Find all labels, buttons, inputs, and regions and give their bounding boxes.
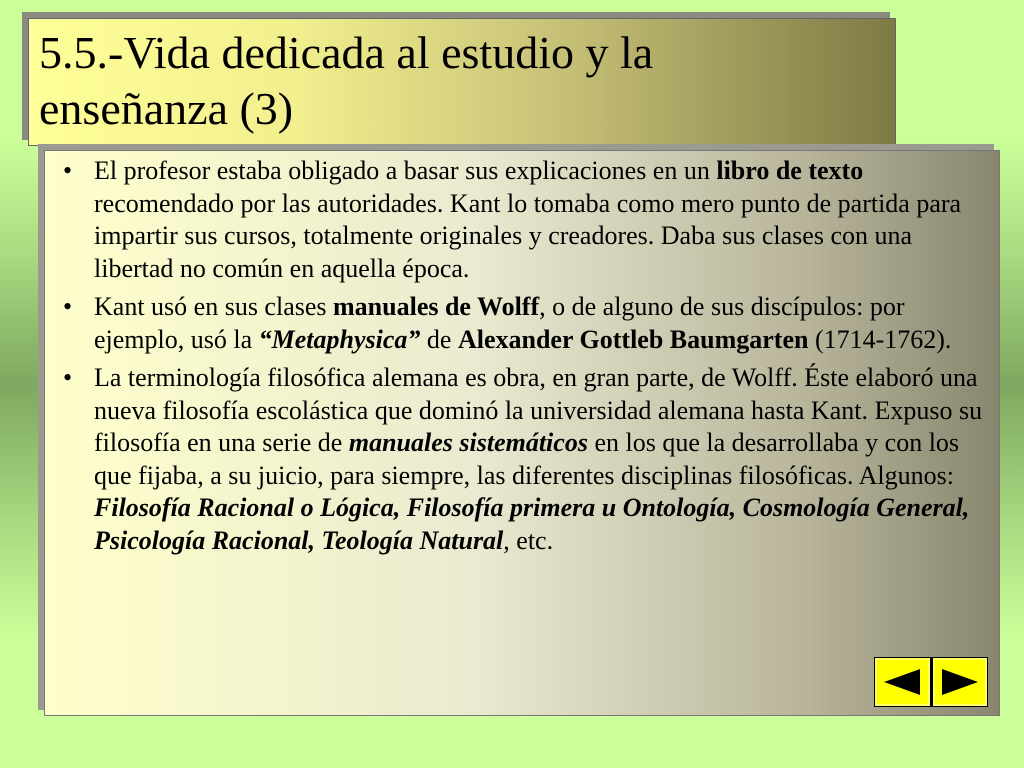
slide-title-line-1: 5.5.-Vida dedicada al estudio y la — [39, 27, 654, 78]
bullet-dot-icon: • — [63, 292, 73, 321]
bullet-3-segment-3: en los que la desarrollaba y con los que fijaba, a su juicio, para siempre, las diferentes disciplinas filosóficas. Algunos: — [94, 428, 960, 490]
slide-title-box — [28, 18, 896, 146]
triangle-right-icon — [940, 667, 980, 697]
bullet-3-segment-2: manuales sistemáticos — [348, 428, 588, 457]
bullet-2-segment-6: Alexander Gottleb Baumgarten — [457, 324, 809, 354]
slide-title — [39, 25, 885, 137]
slide-navigation — [874, 657, 988, 707]
bullet-3-segment-5: , etc. — [503, 525, 554, 555]
bullet-dot-icon: • — [63, 156, 73, 185]
bullet-2-segment-5: de — [420, 324, 458, 354]
bullet-2-segment-3: , o de alguno de sus discípulos: por ejemplo, usó la — [94, 292, 905, 354]
next-slide-button[interactable] — [933, 658, 988, 706]
bullet-2-segment-4: “Metaphysica” — [258, 324, 421, 354]
triangle-left-icon — [882, 667, 922, 697]
bullet-2-segment-2: manuales de Wolff — [333, 292, 540, 321]
slide-body-box — [44, 150, 1000, 716]
bullet-2-segment-7: (1714-1762). — [808, 324, 952, 354]
bullet-text — [94, 156, 961, 283]
bullet-1-segment-1: El profesor estaba obligado a basar sus explicaciones en un — [94, 156, 717, 185]
bullet-3-segment-1: La terminología filosófica alemana es obra, en gran parte, de Wolff. Éste elaboró una nueva filosofía escolástica que dominó la universidad alemana hasta Kant. Expuso su filosofía en una serie de — [94, 363, 983, 457]
bullet-dot-icon: • — [63, 363, 73, 392]
bullet-text — [94, 363, 982, 555]
bullet-3-segment-4: Filosofía Racional o Lógica, Filosofía primera u Ontología, Cosmología General, Psicología Racional, Teología Natural — [94, 493, 970, 555]
bullet-1-segment-2: libro de texto — [716, 156, 864, 185]
bullet-item — [55, 291, 983, 356]
bullet-item — [55, 362, 983, 557]
bullet-text — [94, 292, 951, 354]
bullet-2-segment-1: Kant usó en sus clases — [94, 292, 334, 321]
slide-title-line-2: enseñanza (3) — [39, 83, 294, 134]
bullet-item — [55, 155, 983, 285]
bullet-1-segment-3: recomendado por las autoridades. Kant lo tomaba como mero punto de partida para impartir sus cursos, totalmente originales y creadores. Daba sus clases con una libertad no común en aquella época. — [94, 188, 962, 283]
bullet-list — [55, 155, 983, 563]
previous-slide-button[interactable] — [875, 658, 930, 706]
